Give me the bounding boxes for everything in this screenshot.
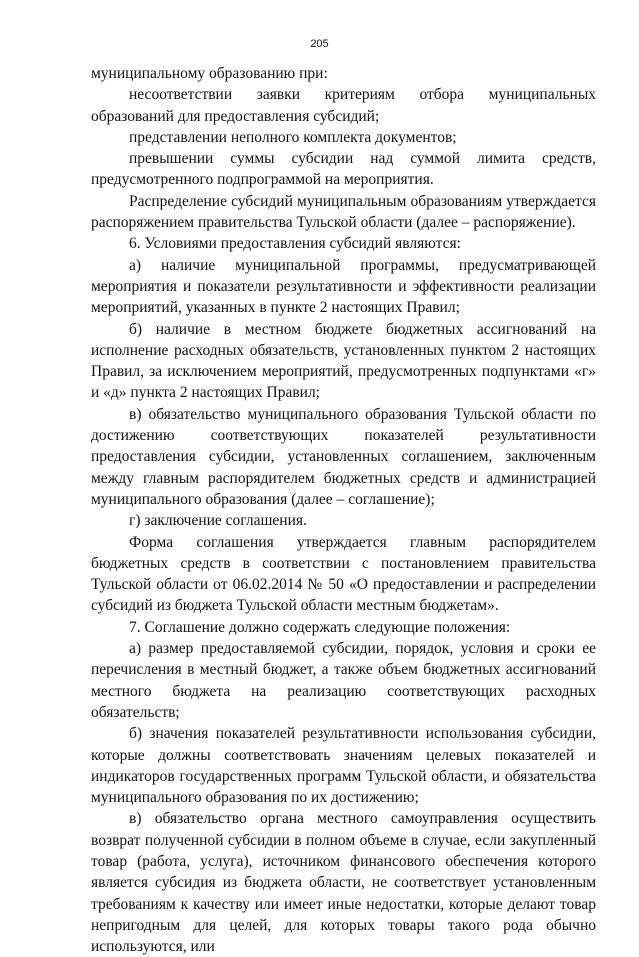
paragraph: превышении суммы субсидии над суммой лимита средств, предусмотренного подпрограммой на мероприятия. xyxy=(91,150,596,189)
paragraph: муниципальному образованию при: xyxy=(91,65,328,82)
document-body xyxy=(91,63,596,957)
paragraph: а) наличие муниципальной программы, предусматривающей мероприятия и показатели результативности и эффективности реализации мероприятий, указанных в пункте 2 настоящих Правил; xyxy=(91,256,596,317)
paragraph: несоответствии заявки критериям отбора муниципальных образований для предоставления субсидий; xyxy=(91,86,596,125)
paragraph: б) наличие в местном бюджете бюджетных ассигнований на исполнение расходных обязательств, установленных пунктом 2 настоящих Правил, за исключением мероприятий, предусмотренных подпунктами «г» и «д» пункта 2 настоящих Правил; xyxy=(91,320,596,402)
paragraph: Форма соглашения утверждается главным распорядителем бюджетных средств в соответствии с постановлением правительства Тульской области от 06.02.2014 № 50 «О предоставлении и распределении субсидий из бюджета Тульской области местным бюджетам». xyxy=(91,533,596,615)
paragraph: в) обязательство муниципального образования Тульской области по достижению соответствующих показателей результативности предоставления субсидии, установленных соглашением, заключенным между главным распорядителем бюджетных средств и администрацией муниципального образования (далее – соглашение); xyxy=(91,405,596,508)
paragraph: Распределение субсидий муниципальным образованиям утверждается распоряжением правительства Тульской области (далее – распоряжение). xyxy=(91,192,596,232)
section-heading-6: 6. Условиями предоставления субсидий являются: xyxy=(129,235,461,253)
paragraph: б) значения показателей результативности использования субсидии, которые должны соответствовать значениям целевых показателей и индикаторов государственных программ Тульской области, и обязательства муниципального образования по их достижению; xyxy=(91,725,596,807)
page-number: 205 xyxy=(310,38,329,50)
paragraph: а) размер предоставляемой субсидии, порядок, условия и сроки ее перечисления в местный бюджет, а также объем бюджетных ассигнований местного бюджета на реализацию соответствующих расходных обязательств; xyxy=(91,640,596,721)
paragraph: в) обязательство органа местного самоуправления осуществить возврат полученной субсидии в полном объеме в случае, если закупленный товар (работа, услуга), источником финансового обеспечения которого является субсидия из бюджета области, не соответствует установленным требованиям к качеству или имеет иные недостатки, которые делают товар непригодным для целей, для которых товары такого рода обычно используются, или xyxy=(91,810,596,956)
section-heading-7: 7. Соглашение должно содержать следующие положения: xyxy=(129,618,511,636)
paragraph: представлении неполного комплекта документов; xyxy=(129,128,457,146)
paragraph: г) заключение соглашения. xyxy=(129,512,307,530)
